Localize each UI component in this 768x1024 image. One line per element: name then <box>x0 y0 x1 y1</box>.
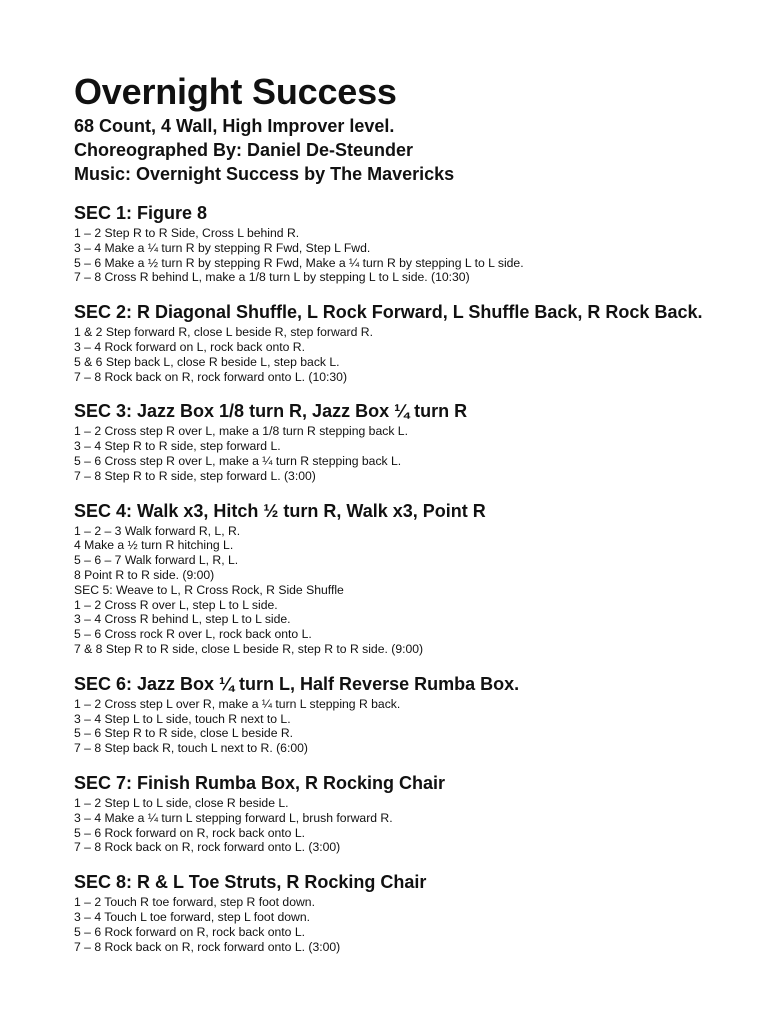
step-line: 1 & 2 Step forward R, close L beside R, step forward R. <box>74 325 373 340</box>
dance-count-info: 68 Count, 4 Wall, High Improver level. <box>74 116 395 136</box>
choreographer-info: Choreographed By: Daniel De-Steunder <box>74 140 414 160</box>
step-line: 5 – 6 Rock forward on R, rock back onto L. <box>74 924 305 939</box>
section-heading: SEC 1: Figure 8 <box>74 203 208 223</box>
step-line: 7 – 8 Rock back on R, rock forward onto L. (3:00) <box>74 840 341 855</box>
step-line: 5 – 6 Cross rock R over L, rock back onto L. <box>74 627 312 642</box>
step-line: 7 – 8 Step R to R side, step forward L. (3:00) <box>74 468 316 483</box>
step-line: 1 – 2 Cross step R over L, make a 1/8 turn R stepping back L. <box>74 424 408 439</box>
step-line: 1 – 2 Touch R toe forward, step R foot down. <box>74 895 315 910</box>
page-title: Overnight Success <box>74 71 397 112</box>
step-line: 7 & 8 Step R to R side, close L beside R, step R to R side. (9:00) <box>74 641 424 656</box>
section-4 <box>74 499 744 657</box>
step-line: 1 – 2 Step L to L side, close R beside L. <box>74 795 289 810</box>
step-line: 1 – 2 – 3 Walk forward R, L, R. <box>74 523 241 538</box>
music-info: Music: Overnight Success by The Mavericks <box>74 164 455 184</box>
section-8 <box>74 870 744 954</box>
section-heading: SEC 4: Walk x3, Hitch ½ turn R, Walk x3, Point R <box>74 500 486 521</box>
step-line: 1 – 2 Cross R over L, step L to L side. <box>74 597 278 612</box>
section-7 <box>74 771 744 855</box>
section-3 <box>74 399 744 483</box>
step-line: 7 – 8 Rock back on R, rock forward onto L. (10:30) <box>74 369 347 384</box>
section-2 <box>74 300 744 384</box>
section-6 <box>74 672 744 756</box>
step-line: 3 – 4 Make a ¼ turn R by stepping R Fwd, Step L Fwd. <box>74 240 371 255</box>
step-line: 7 – 8 Step back R, touch L next to R. (6:00) <box>74 741 308 756</box>
step-line: 5 – 6 Rock forward on R, rock back onto L. <box>74 825 305 840</box>
step-line: 8 Point R to R side. (9:00) <box>74 567 215 582</box>
step-line: 3 – 4 Touch L toe forward, step L foot down. <box>74 909 310 924</box>
step-line: 5 – 6 Make a ½ turn R by stepping R Fwd, Make a ¼ turn R by stepping L to L side. <box>74 255 524 270</box>
step-line: 7 – 8 Cross R behind L, make a 1/8 turn L by stepping L to L side. (10:30) <box>74 270 470 285</box>
step-line: 3 – 4 Rock forward on L, rock back onto R. <box>74 339 305 354</box>
step-line: 5 – 6 Cross step R over L, make a ¼ turn R stepping back L. <box>74 453 402 468</box>
step-line: 7 – 8 Rock back on R, rock forward onto L. (3:00) <box>74 939 341 954</box>
step-line: 3 – 4 Step R to R side, step forward L. <box>74 439 281 454</box>
step-line: 5 – 6 Step R to R side, close L beside R. <box>74 726 294 741</box>
step-line: 5 – 6 – 7 Walk forward L, R, L. <box>74 553 239 568</box>
step-line: 3 – 4 Make a ¼ turn L stepping forward L, brush forward R. <box>74 810 393 825</box>
step-line: 1 – 2 Cross step L over R, make a ¼ turn L stepping R back. <box>74 696 401 711</box>
section-heading: SEC 7: Finish Rumba Box, R Rocking Chair <box>74 772 446 793</box>
section-1 <box>74 201 744 285</box>
step-line: 3 – 4 Cross R behind L, step L to L side. <box>74 612 291 627</box>
section-heading: SEC 2: R Diagonal Shuffle, L Rock Forward, L Shuffle Back, R Rock Back. <box>74 302 703 323</box>
step-line: 1 – 2 Step R to R Side, Cross L behind R. <box>74 226 300 240</box>
section-heading: SEC 6: Jazz Box ¼ turn L, Half Reverse Rumba Box. <box>74 673 520 694</box>
step-sheet <box>74 72 744 954</box>
dance-info <box>74 114 744 186</box>
section-heading: SEC 3: Jazz Box 1/8 turn R, Jazz Box ¼ turn R <box>74 401 468 422</box>
step-line: 3 – 4 Step L to L side, touch R next to L. <box>74 711 291 726</box>
step-line: 5 & 6 Step back L, close R beside L, step back L. <box>74 354 340 369</box>
step-line: 4 Make a ½ turn R hitching L. <box>74 538 234 553</box>
step-line: SEC 5: Weave to L, R Cross Rock, R Side Shuffle <box>74 582 344 597</box>
section-heading: SEC 8: R & L Toe Struts, R Rocking Chair <box>74 872 427 893</box>
